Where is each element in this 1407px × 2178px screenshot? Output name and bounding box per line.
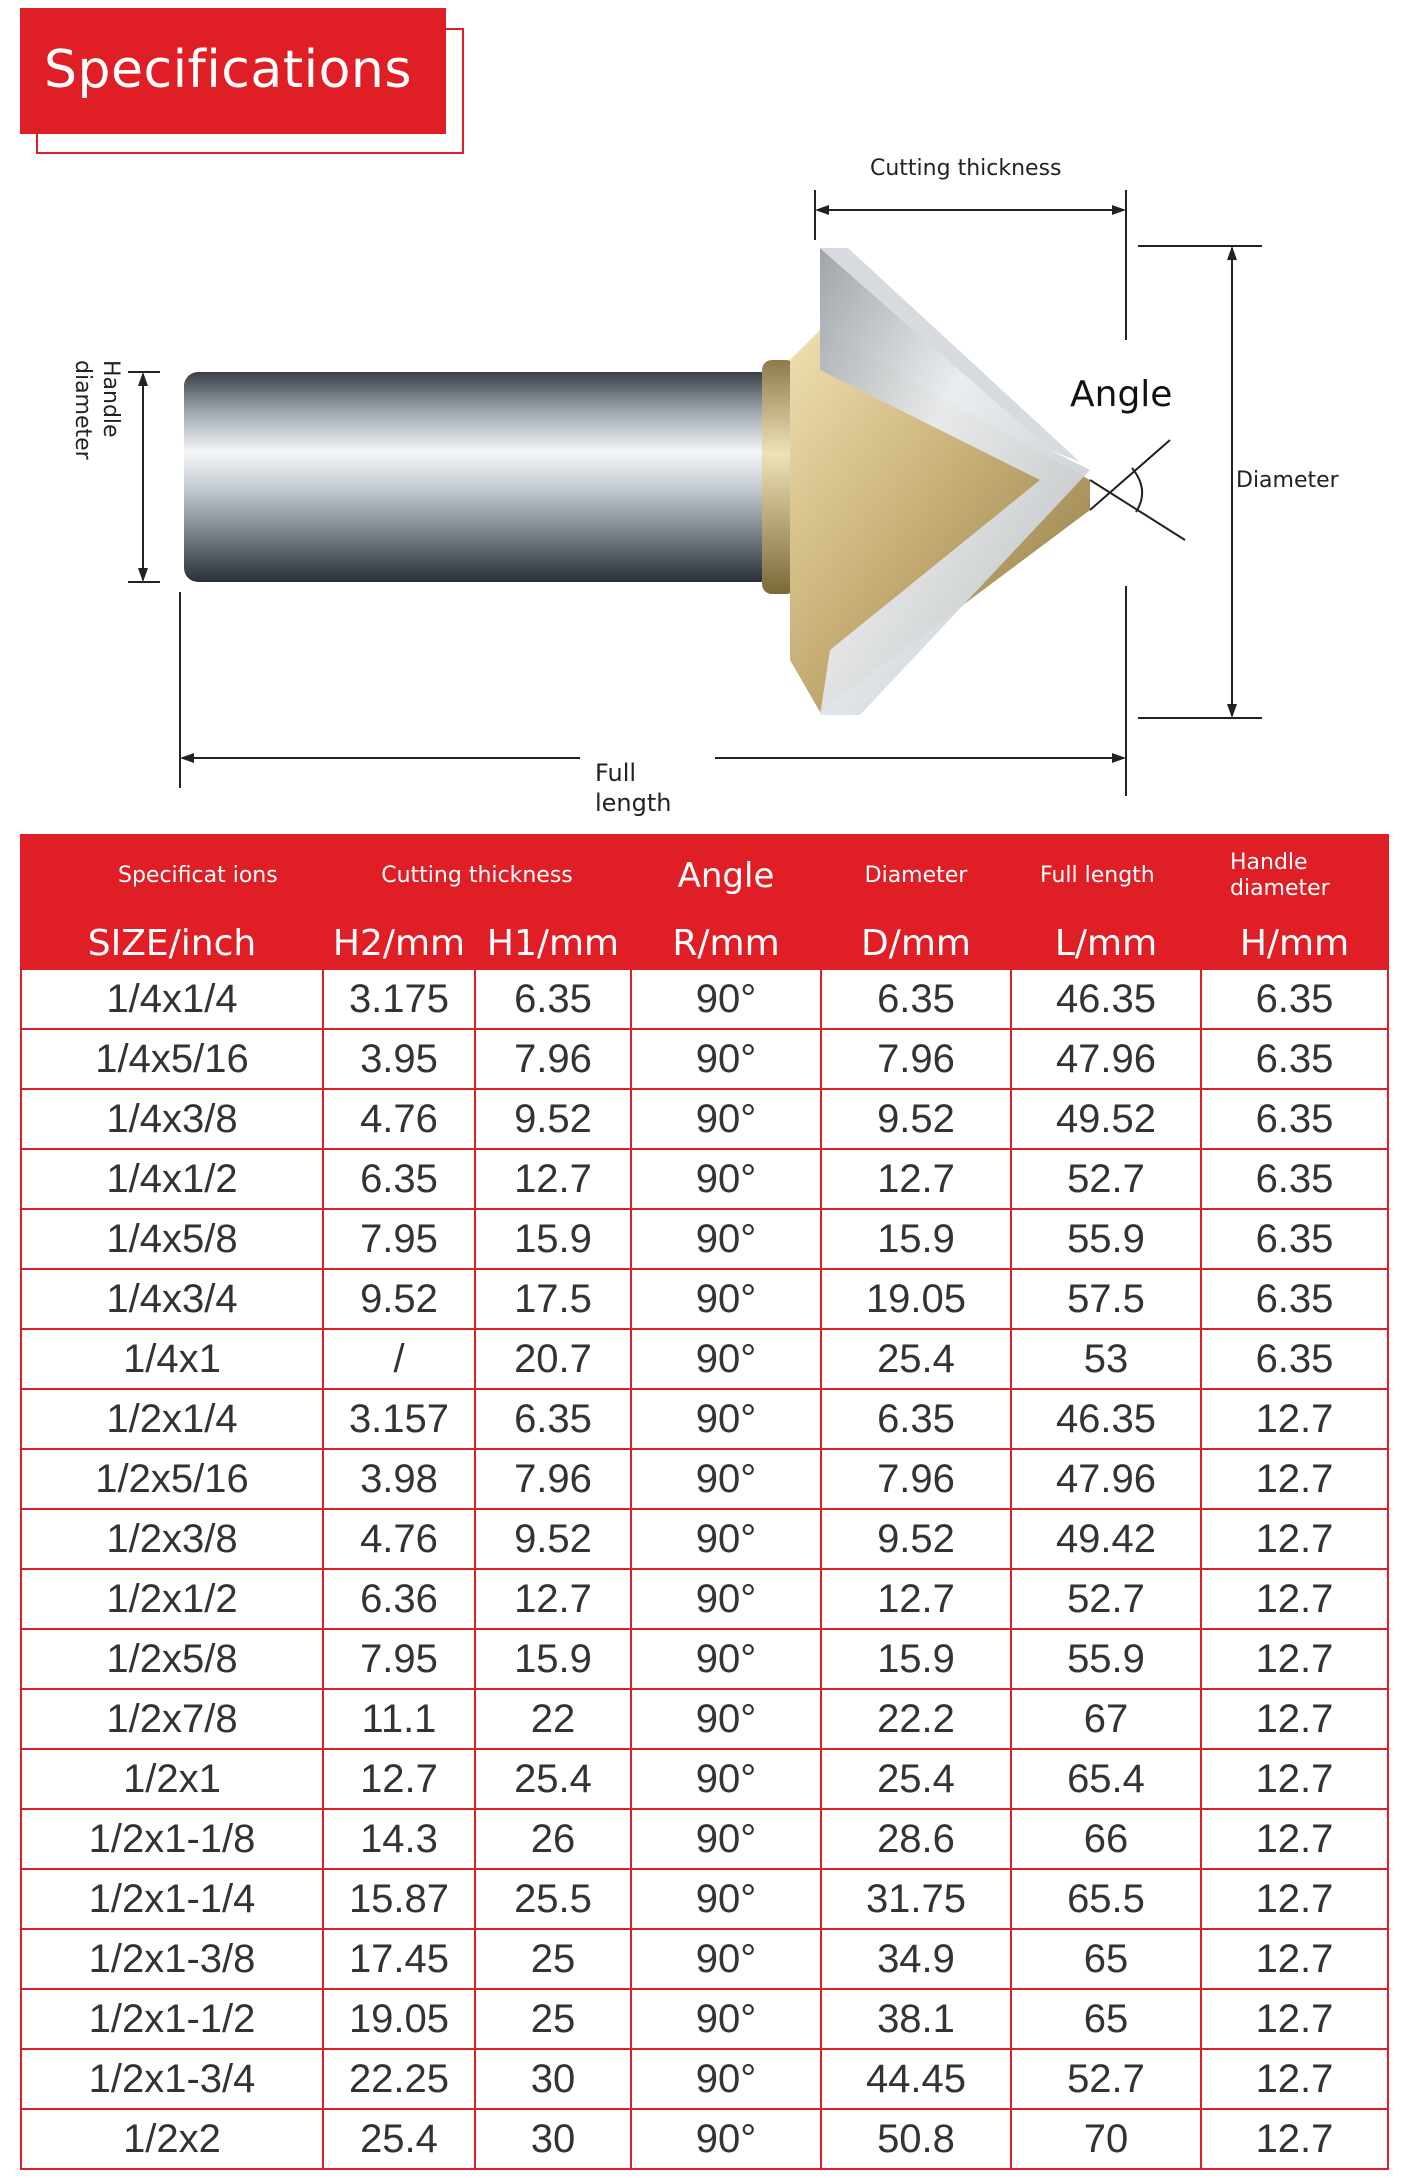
cell-h2: 11.1 — [323, 1689, 475, 1749]
unit-size: SIZE/inch — [21, 917, 323, 969]
spec-table — [20, 834, 1389, 2170]
cell-full-length: 47.96 — [1011, 1029, 1201, 1089]
cell-h1: 25.4 — [475, 1749, 631, 1809]
cell-h2: 22.25 — [323, 2049, 475, 2109]
cell-full-length: 53 — [1011, 1329, 1201, 1389]
cell-full-length: 52.7 — [1011, 2049, 1201, 2109]
unit-h1: H1/mm — [475, 917, 631, 969]
cell-size: 1/2x1/2 — [21, 1569, 323, 1629]
cell-diameter: 34.9 — [821, 1929, 1011, 1989]
cell-angle: 90° — [631, 1329, 821, 1389]
cell-h2: 17.45 — [323, 1929, 475, 1989]
cell-h2: 6.36 — [323, 1569, 475, 1629]
cell-full-length: 49.52 — [1011, 1089, 1201, 1149]
cell-full-length: 57.5 — [1011, 1269, 1201, 1329]
cell-angle: 90° — [631, 969, 821, 1029]
table-row — [21, 1629, 1388, 1689]
cell-full-length: 52.7 — [1011, 1149, 1201, 1209]
cell-handle: 12.7 — [1201, 1989, 1388, 2049]
cell-h2: / — [323, 1329, 475, 1389]
cell-angle: 90° — [631, 1569, 821, 1629]
cell-handle: 12.7 — [1201, 1569, 1388, 1629]
cell-angle: 90° — [631, 1089, 821, 1149]
cell-handle: 12.7 — [1201, 2109, 1388, 2169]
header-angle: Angle — [631, 835, 821, 917]
cell-full-length: 46.35 — [1011, 1389, 1201, 1449]
cell-h2: 9.52 — [323, 1269, 475, 1329]
label-full-length — [595, 758, 672, 818]
cell-size: 1/4x1 — [21, 1329, 323, 1389]
table-row — [21, 1929, 1388, 1989]
unit-h: H/mm — [1201, 917, 1388, 969]
cell-h2: 14.3 — [323, 1809, 475, 1869]
cell-handle: 12.7 — [1201, 2049, 1388, 2109]
cell-full-length: 52.7 — [1011, 1569, 1201, 1629]
cell-angle: 90° — [631, 1689, 821, 1749]
cell-handle: 6.35 — [1201, 1089, 1388, 1149]
label-cutting-thickness: Cutting thickness — [870, 156, 1062, 181]
cell-diameter: 31.75 — [821, 1869, 1011, 1929]
router-bit-illustration — [0, 150, 1407, 830]
table-row — [21, 1749, 1388, 1809]
cell-h2: 3.157 — [323, 1389, 475, 1449]
cell-angle: 90° — [631, 1869, 821, 1929]
cell-angle: 90° — [631, 1629, 821, 1689]
cell-full-length: 49.42 — [1011, 1509, 1201, 1569]
cell-h1: 12.7 — [475, 1149, 631, 1209]
cell-handle: 12.7 — [1201, 1749, 1388, 1809]
cell-angle: 90° — [631, 1269, 821, 1329]
cell-handle: 12.7 — [1201, 1629, 1388, 1689]
cell-diameter: 6.35 — [821, 1389, 1011, 1449]
cell-handle: 6.35 — [1201, 1209, 1388, 1269]
header-spec: Specificat ions — [21, 835, 323, 917]
cell-handle: 6.35 — [1201, 1149, 1388, 1209]
cell-handle: 6.35 — [1201, 969, 1388, 1029]
cell-diameter: 22.2 — [821, 1689, 1011, 1749]
cell-handle: 6.35 — [1201, 1329, 1388, 1389]
cell-h1: 15.9 — [475, 1629, 631, 1689]
cell-size: 1/4x3/4 — [21, 1269, 323, 1329]
cell-h1: 9.52 — [475, 1089, 631, 1149]
cell-angle: 90° — [631, 1389, 821, 1449]
cell-h1: 22 — [475, 1689, 631, 1749]
cell-h2: 7.95 — [323, 1629, 475, 1689]
cell-diameter: 12.7 — [821, 1569, 1011, 1629]
header-banner — [20, 8, 446, 134]
cell-diameter: 12.7 — [821, 1149, 1011, 1209]
cell-angle: 90° — [631, 1929, 821, 1989]
cell-full-length: 65 — [1011, 1989, 1201, 2049]
cell-h2: 6.35 — [323, 1149, 475, 1209]
cell-diameter: 7.96 — [821, 1449, 1011, 1509]
cell-full-length: 65 — [1011, 1929, 1201, 1989]
table-header-row — [21, 835, 1388, 917]
cell-full-length: 47.96 — [1011, 1449, 1201, 1509]
cell-h2: 4.76 — [323, 1509, 475, 1569]
header-diameter: Diameter — [821, 835, 1011, 917]
unit-d: D/mm — [821, 917, 1011, 969]
cell-h1: 9.52 — [475, 1509, 631, 1569]
cell-size: 1/2x1-1/2 — [21, 1989, 323, 2049]
cell-full-length: 55.9 — [1011, 1629, 1201, 1689]
cell-size: 1/4x5/8 — [21, 1209, 323, 1269]
cell-angle: 90° — [631, 1809, 821, 1869]
label-diameter: Diameter — [1236, 468, 1339, 493]
label-angle: Angle — [1070, 374, 1173, 415]
label-full-length-line2: length — [595, 789, 672, 817]
cell-h1: 6.35 — [475, 969, 631, 1029]
cell-full-length: 46.35 — [1011, 969, 1201, 1029]
table-row — [21, 1389, 1388, 1449]
cell-size: 1/4x3/8 — [21, 1089, 323, 1149]
unit-l: L/mm — [1011, 917, 1201, 969]
cell-diameter: 28.6 — [821, 1809, 1011, 1869]
cell-angle: 90° — [631, 1029, 821, 1089]
table-row — [21, 1269, 1388, 1329]
cell-full-length: 67 — [1011, 1689, 1201, 1749]
label-handle-line1: Handle — [98, 360, 123, 438]
cell-angle: 90° — [631, 2049, 821, 2109]
cell-full-length: 65.5 — [1011, 1869, 1201, 1929]
table-units-row — [21, 917, 1388, 969]
cell-full-length: 65.4 — [1011, 1749, 1201, 1809]
cell-h2: 3.95 — [323, 1029, 475, 1089]
table-row — [21, 969, 1388, 1029]
cell-h1: 25.5 — [475, 1869, 631, 1929]
cell-diameter: 38.1 — [821, 1989, 1011, 2049]
cell-size: 1/2x1 — [21, 1749, 323, 1809]
table-row — [21, 1689, 1388, 1749]
table-row — [21, 1329, 1388, 1389]
cell-h1: 25 — [475, 1929, 631, 1989]
table-row — [21, 1149, 1388, 1209]
cell-diameter: 19.05 — [821, 1269, 1011, 1329]
cell-size: 1/2x1-3/4 — [21, 2049, 323, 2109]
table-row — [21, 1569, 1388, 1629]
cell-size: 1/2x1/4 — [21, 1389, 323, 1449]
cell-h2: 15.87 — [323, 1869, 475, 1929]
cell-h1: 7.96 — [475, 1449, 631, 1509]
cell-h2: 25.4 — [323, 2109, 475, 2169]
cell-handle: 12.7 — [1201, 1689, 1388, 1749]
cell-size: 1/2x5/8 — [21, 1629, 323, 1689]
cell-diameter: 9.52 — [821, 1509, 1011, 1569]
table-row — [21, 1989, 1388, 2049]
cell-size: 1/2x1-3/8 — [21, 1929, 323, 1989]
cell-diameter: 15.9 — [821, 1209, 1011, 1269]
table-row — [21, 2109, 1388, 2169]
cell-size: 1/4x1/2 — [21, 1149, 323, 1209]
cell-size: 1/2x3/8 — [21, 1509, 323, 1569]
header-handle-diameter: Handle diameter — [1201, 835, 1388, 917]
cell-h1: 25 — [475, 1989, 631, 2049]
cell-h2: 4.76 — [323, 1089, 475, 1149]
unit-h2: H2/mm — [323, 917, 475, 969]
cell-h1: 26 — [475, 1809, 631, 1869]
cell-handle: 12.7 — [1201, 1929, 1388, 1989]
cell-handle: 6.35 — [1201, 1269, 1388, 1329]
cell-h1: 17.5 — [475, 1269, 631, 1329]
table-row — [21, 1089, 1388, 1149]
cell-size: 1/2x1-1/8 — [21, 1809, 323, 1869]
header-cutting-thickness: Cutting thickness — [323, 835, 631, 917]
cell-handle: 12.7 — [1201, 1869, 1388, 1929]
cell-h1: 12.7 — [475, 1569, 631, 1629]
cell-h1: 30 — [475, 2109, 631, 2169]
label-full-length-line1: Full — [595, 759, 637, 787]
cell-handle: 12.7 — [1201, 1809, 1388, 1869]
unit-r: R/mm — [631, 917, 821, 969]
table-row — [21, 1869, 1388, 1929]
cell-h2: 7.95 — [323, 1209, 475, 1269]
cell-diameter: 9.52 — [821, 1089, 1011, 1149]
cell-angle: 90° — [631, 1509, 821, 1569]
table-row — [21, 1809, 1388, 1869]
cell-angle: 90° — [631, 1989, 821, 2049]
cell-size: 1/2x5/16 — [21, 1449, 323, 1509]
label-handle-line2: diameter — [70, 360, 95, 460]
cell-angle: 90° — [631, 1449, 821, 1509]
cell-full-length: 66 — [1011, 1809, 1201, 1869]
cell-h1: 7.96 — [475, 1029, 631, 1089]
cell-h2: 12.7 — [323, 1749, 475, 1809]
cell-diameter: 44.45 — [821, 2049, 1011, 2109]
cell-diameter: 6.35 — [821, 969, 1011, 1029]
cell-angle: 90° — [631, 1749, 821, 1809]
table-row — [21, 1029, 1388, 1089]
table-row — [21, 1209, 1388, 1269]
cell-size: 1/2x2 — [21, 2109, 323, 2169]
cell-h2: 3.98 — [323, 1449, 475, 1509]
cell-h1: 20.7 — [475, 1329, 631, 1389]
cell-h2: 3.175 — [323, 969, 475, 1029]
table-row — [21, 1449, 1388, 1509]
label-handle-diameter — [64, 360, 124, 500]
header-full-length: Full length — [1011, 835, 1201, 917]
cell-diameter: 50.8 — [821, 2109, 1011, 2169]
cell-handle: 12.7 — [1201, 1449, 1388, 1509]
table-row — [21, 1509, 1388, 1569]
router-bit-diagram — [0, 150, 1407, 830]
cell-full-length: 55.9 — [1011, 1209, 1201, 1269]
cell-size: 1/2x7/8 — [21, 1689, 323, 1749]
cell-angle: 90° — [631, 1149, 821, 1209]
cell-h1: 15.9 — [475, 1209, 631, 1269]
cell-h1: 6.35 — [475, 1389, 631, 1449]
cell-h2: 19.05 — [323, 1989, 475, 2049]
cell-diameter: 7.96 — [821, 1029, 1011, 1089]
cell-angle: 90° — [631, 2109, 821, 2169]
cell-size: 1/2x1-1/4 — [21, 1869, 323, 1929]
cell-handle: 6.35 — [1201, 1029, 1388, 1089]
cell-handle: 12.7 — [1201, 1389, 1388, 1449]
cell-full-length: 70 — [1011, 2109, 1201, 2169]
cell-size: 1/4x1/4 — [21, 969, 323, 1029]
table-body — [21, 969, 1388, 2169]
page-title: Specifications — [44, 40, 412, 100]
cell-size: 1/4x5/16 — [21, 1029, 323, 1089]
cell-handle: 12.7 — [1201, 1509, 1388, 1569]
cell-angle: 90° — [631, 1209, 821, 1269]
cell-diameter: 25.4 — [821, 1329, 1011, 1389]
cell-diameter: 15.9 — [821, 1629, 1011, 1689]
table-row — [21, 2049, 1388, 2109]
cell-diameter: 25.4 — [821, 1749, 1011, 1809]
cell-h1: 30 — [475, 2049, 631, 2109]
